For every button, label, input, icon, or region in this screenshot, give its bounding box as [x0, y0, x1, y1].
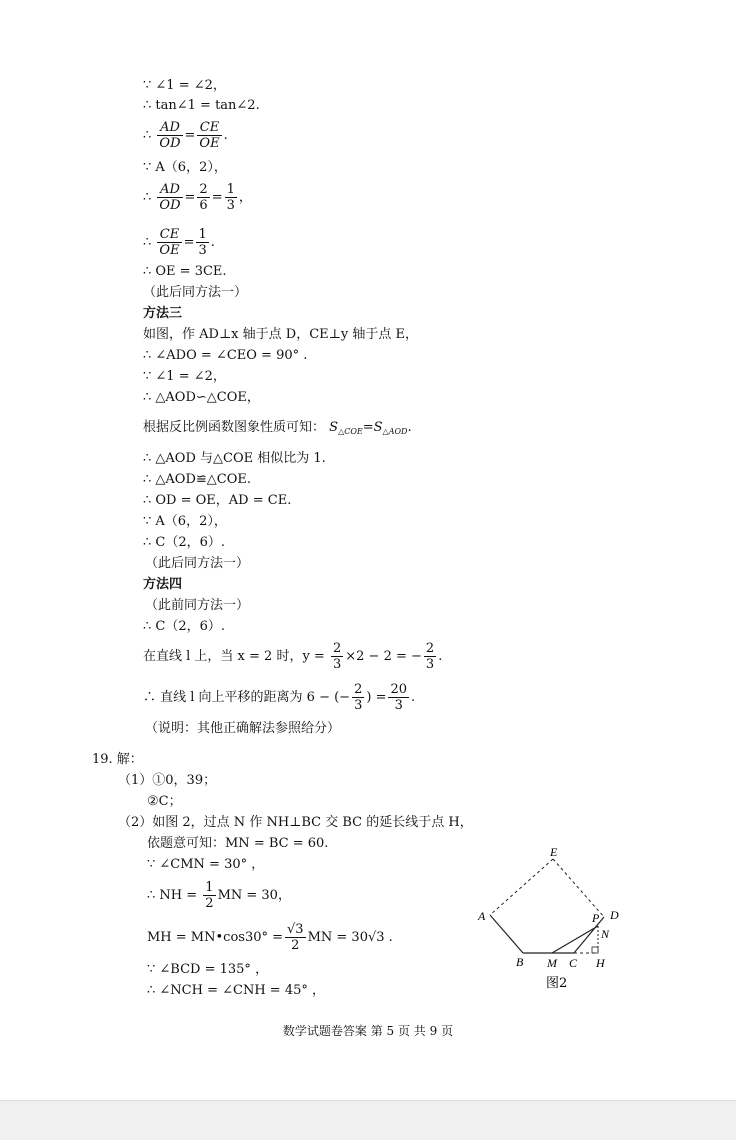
- line-11: ∵ ∠1 = ∠2，: [143, 369, 226, 384]
- equals: =: [184, 190, 196, 205]
- q19-line8: ∴ ∠NCH = ∠CNH = 45° ，: [147, 983, 325, 998]
- fraction: $\frac{CE}{OE}$: [159, 227, 180, 258]
- label-m: M: [547, 956, 557, 970]
- question-19-title: 19. 解：: [92, 752, 143, 767]
- label-h: H: [596, 956, 605, 970]
- line-3: [143, 120, 228, 151]
- line-8: （此后同方法一）: [143, 285, 248, 300]
- line-18: ∴ C（2，6）.: [143, 535, 226, 550]
- q19-line5: [147, 880, 291, 911]
- fraction: $\frac{1}{2}$: [205, 880, 214, 911]
- punct: .: [411, 690, 416, 705]
- q19-line7: ∵ ∠BCD = 135° ，: [147, 962, 269, 977]
- page-footer: 数学试题卷答案 第 5 页 共 9 页: [282, 1024, 454, 1038]
- q19-line3: 依题意可知：MN = BC = 60.: [147, 836, 329, 851]
- area-symbol: S: [329, 420, 339, 435]
- line-16: ∴ OD = OE，AD = CE.: [143, 493, 292, 508]
- therefore-symbol: ∴: [143, 235, 152, 250]
- line-5: [143, 182, 252, 213]
- line-2: ∴ tan∠1 = tan∠2.: [143, 98, 260, 113]
- fraction: $\frac{AD}{OD}$: [159, 120, 181, 151]
- q19-line4: ∵ ∠CMN = 30° ，: [147, 857, 265, 872]
- text: MH = MN•cos30° =: [147, 930, 284, 945]
- fraction: $\frac{AD}{OD}$: [159, 182, 181, 213]
- equals: =: [183, 235, 195, 250]
- label-b: B: [516, 955, 524, 969]
- viewer-bottom-bar: [0, 1100, 736, 1140]
- label-c: C: [569, 956, 578, 970]
- therefore-symbol: ∴: [143, 190, 152, 205]
- text: 根据反比例函数图象性质可知：: [143, 420, 326, 435]
- fraction: $\frac{1}{3}$: [198, 227, 207, 258]
- line-4: ∵ A（6，2），: [143, 160, 227, 175]
- punct: .: [438, 649, 443, 664]
- subscript: △AOD: [382, 427, 408, 436]
- segment-mp: [552, 926, 598, 953]
- area-symbol: S: [373, 420, 383, 435]
- line-17: ∵ A（6，2），: [143, 514, 227, 529]
- line-21: ∴ C（2，6）.: [143, 619, 226, 634]
- line-22: [143, 641, 442, 672]
- line-14: ∴ △AOD 与△COE 相似比为 1.: [143, 451, 326, 466]
- right-angle-mark: [592, 947, 598, 953]
- expression: ) =: [366, 690, 387, 705]
- expression: MN = 30√3 .: [307, 930, 393, 945]
- fraction: $\frac{2}{3}$: [332, 641, 342, 672]
- fraction: $\frac{2}{3}$: [354, 682, 363, 713]
- expression: MN = 30，: [217, 888, 291, 903]
- line-20: （此前同方法一）: [145, 598, 250, 613]
- line-7: ∴ OE = 3CE.: [143, 264, 227, 279]
- therefore-symbol: ∴: [143, 128, 152, 143]
- punct: .: [210, 235, 215, 250]
- equals: =: [184, 128, 196, 143]
- q19-part1: （1）①0，39；: [118, 773, 217, 788]
- label-p: P: [592, 911, 600, 925]
- geometry-figure: [470, 842, 630, 997]
- text: 在直线 l 上，当 x = 2 时，y =: [143, 649, 325, 664]
- equals: =: [211, 190, 223, 205]
- figure-caption: 图2: [546, 976, 568, 991]
- q19-part1b: ②C；: [147, 794, 182, 809]
- label-n: N: [601, 927, 610, 941]
- fraction: $\frac{2}{6}$: [199, 182, 208, 213]
- line-15: ∴ △AOD≌△COE.: [143, 472, 251, 487]
- line-24: （说明：其他正确解法参照给分）: [145, 721, 341, 736]
- segment-cd: [574, 917, 604, 953]
- label-a: A: [478, 909, 486, 923]
- line-1: ∵ ∠1 = ∠2，: [143, 78, 226, 93]
- q19-part2: （2）如图 2，过点 N 作 NH⊥BC 交 BC 的延长线于点 H，: [118, 815, 473, 830]
- segment-ed: [553, 859, 604, 917]
- line-9: 如图，作 AD⊥x 轴于点 D，CE⊥y 轴于点 E，: [143, 327, 418, 342]
- method-4-title: 方法四: [143, 577, 183, 592]
- expression: ×2 − 2 = −: [345, 649, 422, 664]
- subscript: △COE: [338, 427, 363, 436]
- punct: .: [407, 420, 412, 435]
- label-e: E: [550, 845, 558, 859]
- fraction: $\frac{1}{3}$: [226, 182, 235, 213]
- line-19: （此后同方法一）: [145, 556, 250, 571]
- figure-2-svg: [470, 842, 630, 997]
- line-6: [143, 227, 215, 258]
- fraction: $\frac{√3}{2}$: [287, 922, 304, 953]
- method-3-title: 方法三: [143, 306, 183, 321]
- label-d: D: [610, 908, 619, 922]
- line-13: [143, 420, 412, 440]
- line-23: [143, 682, 415, 713]
- equals: =: [362, 420, 374, 435]
- fraction: $\frac{2}{3}$: [425, 641, 435, 672]
- fraction: $\frac{20}{3}$: [390, 682, 408, 713]
- segment-ea: [490, 859, 553, 915]
- text: ∴ 直线 l 向上平移的距离为 6 − (−: [143, 690, 351, 705]
- text: ∴ NH =: [147, 888, 198, 903]
- line-10: ∴ ∠ADO = ∠CEO = 90° .: [143, 348, 308, 363]
- punct: .: [223, 128, 228, 143]
- line-12: ∴ △AOD∽△COE，: [143, 390, 260, 405]
- segment-ab: [490, 915, 523, 953]
- punct: ，: [238, 190, 252, 205]
- q19-line6: [147, 922, 393, 953]
- fraction: $\frac{CE}{OE}$: [199, 120, 220, 151]
